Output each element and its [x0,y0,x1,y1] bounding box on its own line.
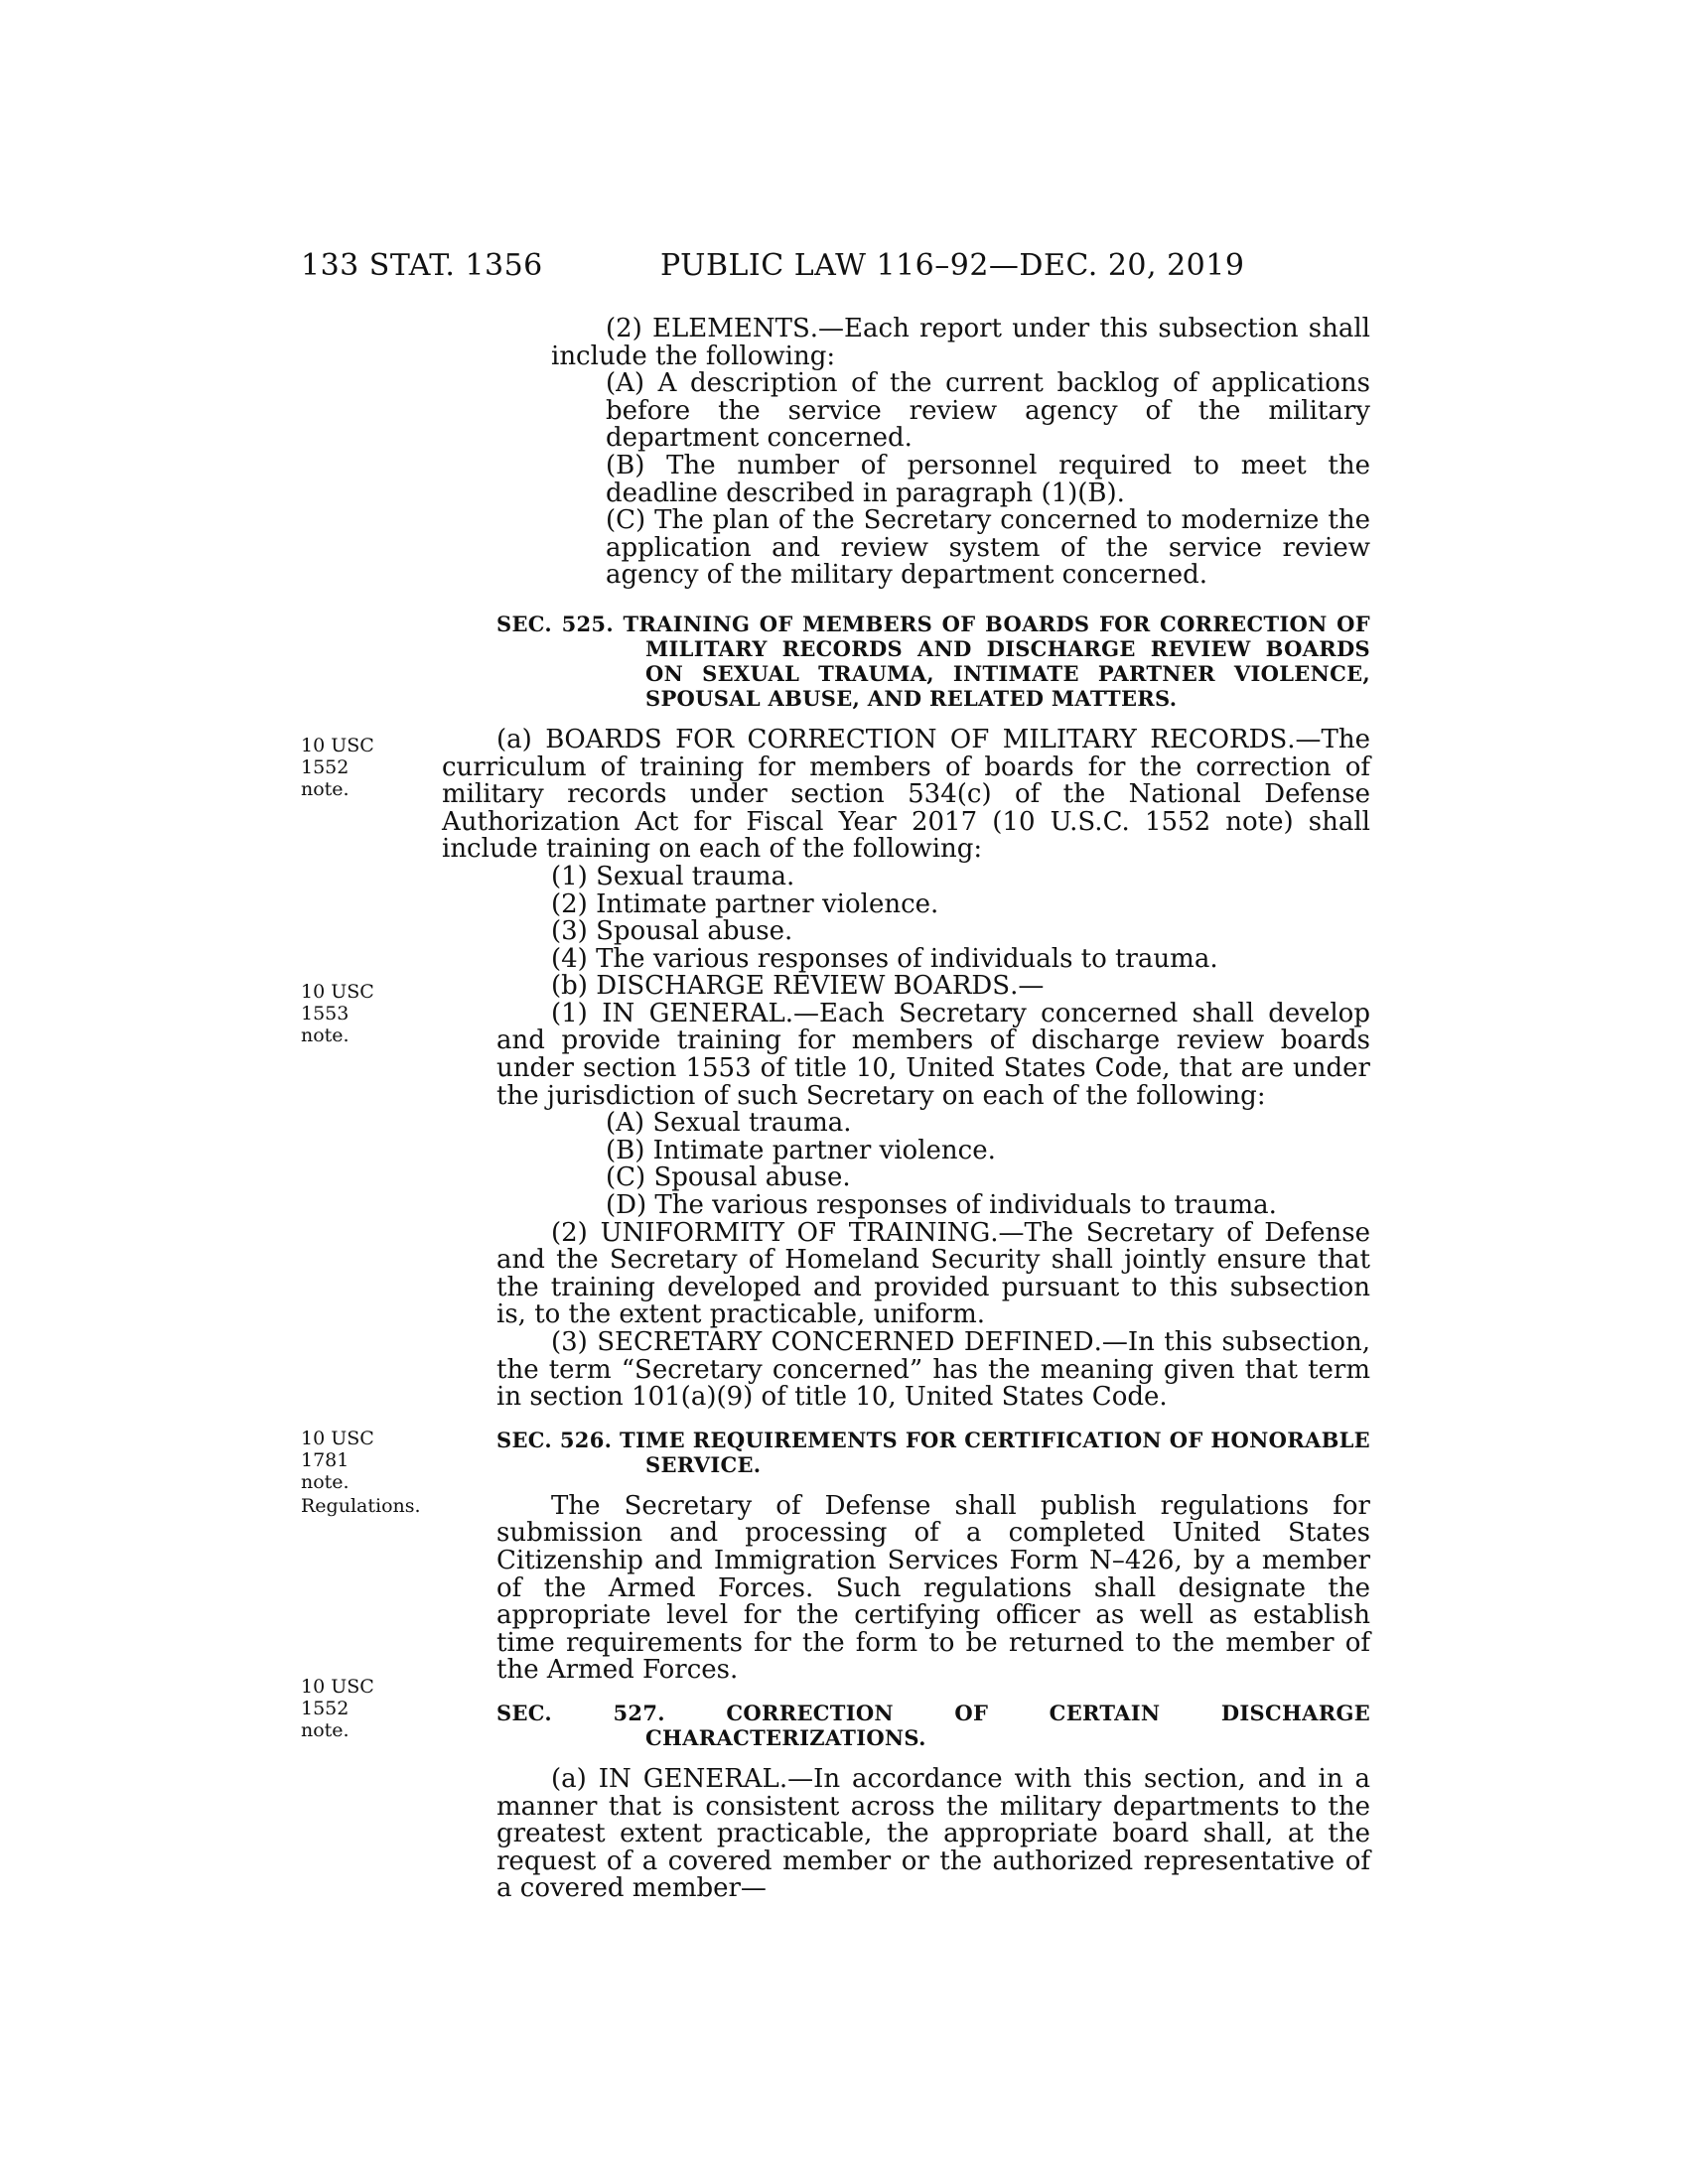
section-526-heading: SEC. 526. TIME REQUIREMENTS FOR CERTIFICATION OF HONORABLE SERVICE. [496,1427,1370,1477]
margin-note-2: 10 USC 1553 note. [301,981,374,1046]
paragraph-525-b3: (3) SECRETARY CONCERNED DEFINED.—In this subsection, the term “Secretary concerned” has the meaning given that term in section 101(a)(9) of title 10, United States Code. [496,1327,1370,1413]
paragraph-525-a: (a) BOARDS FOR CORRECTION OF MILITARY RECORDS.—The curriculum of training for members of boards for the correction of military records under section 534(c) of the National Defense Authorization Act for Fiscal Year 2017 (10 U.S.C. 1552 note) shall include training on each of the following: [442,724,1370,865]
margin-note-4: Regulations. [301,1495,421,1517]
paragraph-526: The Secretary of Defense shall publish regulations for submission and processing of a completed United States Citizenship and Immigration Services Form N–426, by a member of the Armed Forces. Such regulations shall designate the appropriate level for the certifying officer as well as establish time requirements for the form to be returned to the member of the Armed Forces. [496,1490,1370,1686]
list-item-a1: (1) Sexual trauma. [551,861,795,891]
margin-note-5: 10 USC 1552 note. [301,1676,374,1741]
list-item-a3: (3) Spousal abuse. [551,916,793,947]
paragraph-C: (C) The plan of the Secretary concerned to modernize the application and review system of the service review agency of the military department concerned. [606,505,1370,591]
paragraph-527-a: (a) IN GENERAL.—In accordance with this section, and in a manner that is consistent across the military departments to the greatest extent practicable, the appropriate board shall, at the request of a covered member or the authorized representative of a covered member— [496,1763,1371,1904]
list-item-bA: (A) Sexual trauma. [606,1108,852,1139]
section-525-heading: SEC. 525. TRAINING OF MEMBERS OF BOARDS FOR CORRECTION OF MILITARY RECORDS AND DISCHARGE REVIEW BOARDS ON SEXUAL TRAUMA, INTIMATE PARTNER VIOLENCE, SPOUSAL ABUSE, AND RELATED MATTERS. [496,611,1370,711]
page-header-title: PUBLIC LAW 116–92—DEC. 20, 2019 [660,248,1245,283]
paragraph-A: (A) A description of the current backlog of applications before the service review agency of the military department concerned. [606,368,1370,454]
margin-note-1: 10 USC 1552 note. [301,735,374,800]
section-527-heading: SEC. 527. CORRECTION OF CERTAIN DISCHARGE CHARACTERIZATIONS. [496,1700,1370,1750]
list-item-bC: (C) Spousal abuse. [606,1162,851,1193]
paragraph-525-b: (b) DISCHARGE REVIEW BOARDS.— [551,971,1045,1002]
page-reference: 133 STAT. 1356 [301,248,543,283]
document-body [442,314,1371,1904]
list-item-bB: (B) Intimate partner violence. [606,1135,996,1165]
paragraph-525-b2: (2) UNIFORMITY OF TRAINING.—The Secretary of Defense and the Secretary of Homeland Security shall jointly ensure that the training developed and provided pursuant to this subsection is, to the extent practicable, uniform. [496,1217,1370,1330]
margin-note-3: 10 USC 1781 note. [301,1428,374,1493]
paragraph-525-b1: (1) IN GENERAL.—Each Secretary concerned shall develop and provide training for members of discharge review boards under section 1553 of title 10, United States Code, that are under the jurisdiction of such Secretary on each of the following: [496,998,1370,1111]
paragraph-B: (B) The number of personnel required to meet the deadline described in paragraph (1)(B). [606,450,1370,508]
list-item-bD: (D) The various responses of individuals to trauma. [606,1190,1277,1221]
list-item-a2: (2) Intimate partner violence. [551,888,939,919]
list-item-a4: (4) The various responses of individuals to trauma. [551,943,1218,974]
paragraph-elements: (2) ELEMENTS.—Each report under this subsection shall include the following: [551,314,1370,371]
